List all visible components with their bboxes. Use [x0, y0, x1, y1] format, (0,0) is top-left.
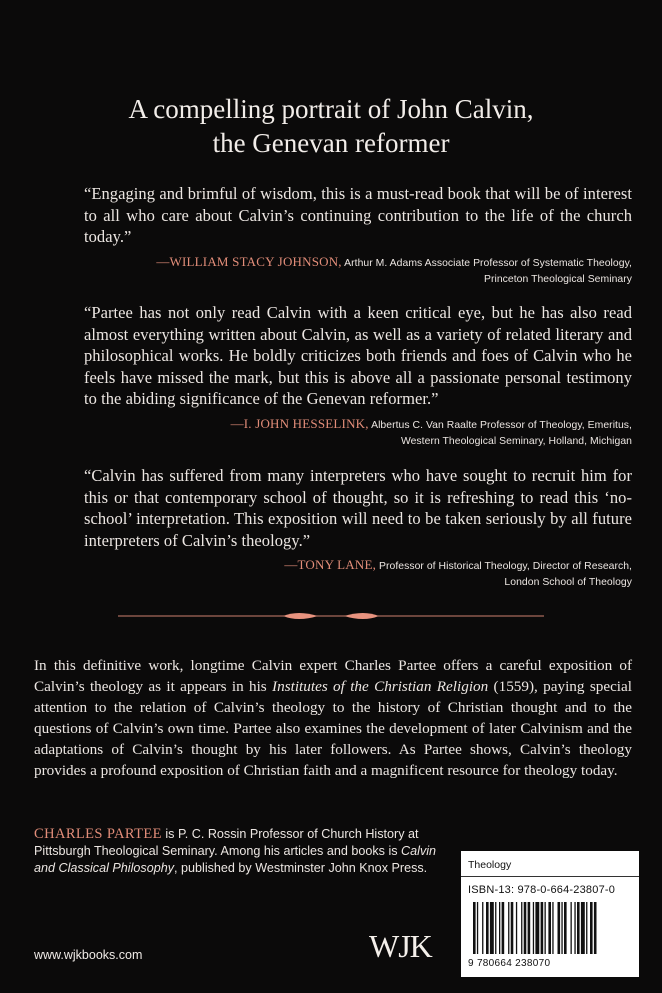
endorsement-attribution	[84, 416, 632, 450]
endorsement-text: “Partee has not only read Calvin with a keen critical eye, but he has also read almost everything written about Calvin, as well as a variety of related literary and philosophical works. He boldly criticizes both friends and foes of Calvin who he feels have missed the mark, but this is above all a passionate personal testimony to the abiding significance of the Genevan reformer.”	[84, 303, 632, 408]
barcode-bar	[574, 902, 575, 954]
endorsement-attribution	[84, 254, 632, 288]
barcode-bar	[502, 902, 505, 954]
subject-category: Theology	[468, 859, 512, 871]
headline	[0, 92, 662, 160]
author-name: CHARLES PARTEE	[34, 826, 162, 842]
headline-line-1: A compelling portrait of John Calvin,	[128, 94, 534, 124]
description-text: In this definitive work, longtime Calvin expert Charles Partee offers a careful exposition of Calvin’s theology as it appears in his	[34, 657, 632, 695]
barcode-bar	[548, 902, 551, 954]
barcode-digits: 9 780664 238070	[468, 958, 551, 969]
barcode-bar	[571, 902, 572, 954]
barcode	[473, 902, 629, 958]
barcode-bar	[528, 902, 531, 954]
barcode-bar	[577, 902, 580, 954]
endorser-name: —WILLIAM STACY JOHNSON,	[156, 253, 342, 269]
headline-line-2: the Genevan reformer	[212, 128, 450, 158]
barcode-bar	[508, 902, 509, 954]
endorsement-3	[84, 465, 632, 591]
bio-text-cont: , published by Westminster John Knox Press.	[174, 861, 428, 875]
barcode-bar	[564, 902, 567, 954]
ornamental-divider	[118, 610, 544, 622]
barcode-bar	[511, 902, 514, 954]
barcode-bar	[516, 902, 517, 954]
description-text-cont: (1559), paying special attention to the relation of Calvin’s theology to the history of Christian thought and to the questions of Calvin’s own time. Partee also examines the development of later Calvinism and the adaptations of Calvin’s thought by his later followers. As Partee shows, Calvin’s theology provides a profound exposition of Christian faith and a magnificent resource for theology today.	[34, 678, 632, 779]
barcode-panel	[461, 851, 639, 977]
endorser-institution: Western Theological Seminary, Holland, Michigan	[400, 435, 632, 447]
barcode-bar	[486, 902, 489, 954]
barcode-bar	[473, 902, 476, 954]
barcode-divider	[461, 876, 639, 877]
barcode-bar	[533, 902, 534, 954]
endorsement-1	[84, 183, 632, 288]
barcode-bar	[535, 902, 539, 954]
barcode-bar	[495, 902, 496, 954]
barcode-bar	[545, 902, 546, 954]
endorser-name: —TONY LANE,	[284, 557, 377, 572]
bio-text: is P. C. Rossin Professor of Church History at Pittsburgh Theological Seminary. Among his articles and books is	[34, 827, 419, 858]
isbn-label: ISBN-13: 978-0-664-23807-0	[468, 884, 616, 896]
barcode-bar	[594, 902, 597, 954]
barcode-bar	[490, 902, 494, 954]
endorser-institution: Princeton Theological Seminary	[483, 273, 632, 285]
endorsement-2	[84, 302, 632, 450]
barcode-bar	[590, 902, 593, 954]
endorsement-attribution	[84, 557, 632, 591]
barcode-bar	[552, 902, 553, 954]
barcode-bar	[482, 902, 483, 954]
endorsement-text: “Calvin has suffered from many interpreters who have sought to recruit him for this or that contemporary school of thought, so it is refreshing to read this ‘no-school’ interpretation. This exposition will need to be taken seriously by all future interpreters of Calvin’s theology.”	[84, 466, 632, 550]
bio-book-title: Calvin and Classical Philosophy	[34, 844, 437, 875]
barcode-bar	[541, 902, 544, 954]
barcode-bar	[586, 902, 587, 954]
barcode-bar	[477, 902, 478, 954]
endorsement-text: “Engaging and brimful of wisdom, this is a must-read book that will be of interest to all who care about Calvin’s continuing contribution to the life of the church today.”	[84, 184, 632, 246]
barcode-bar	[581, 902, 585, 954]
barcode-bar	[561, 902, 562, 954]
barcode-bar	[524, 902, 527, 954]
publisher-logo: WJK	[369, 928, 432, 964]
endorser-institution: London School of Theology	[504, 577, 632, 588]
author-bio	[34, 826, 444, 877]
endorser-name: —I. JOHN HESSELINK,	[230, 415, 369, 431]
barcode-bar	[499, 902, 500, 954]
barcode-bar	[558, 902, 561, 954]
description-book-title: Institutes of the Christian Religion	[272, 678, 489, 695]
book-description	[34, 655, 632, 781]
publisher-website: www.wjkbooks.com	[34, 948, 143, 962]
endorser-title: Professor of Historical Theology, Director of Research,	[379, 561, 632, 572]
endorser-title: Albertus C. Van Raalte Professor of Theology, Emeritus,	[371, 419, 632, 431]
endorser-title: Arthur M. Adams Associate Professor of Systematic Theology,	[344, 257, 632, 269]
barcode-bar	[521, 902, 522, 954]
